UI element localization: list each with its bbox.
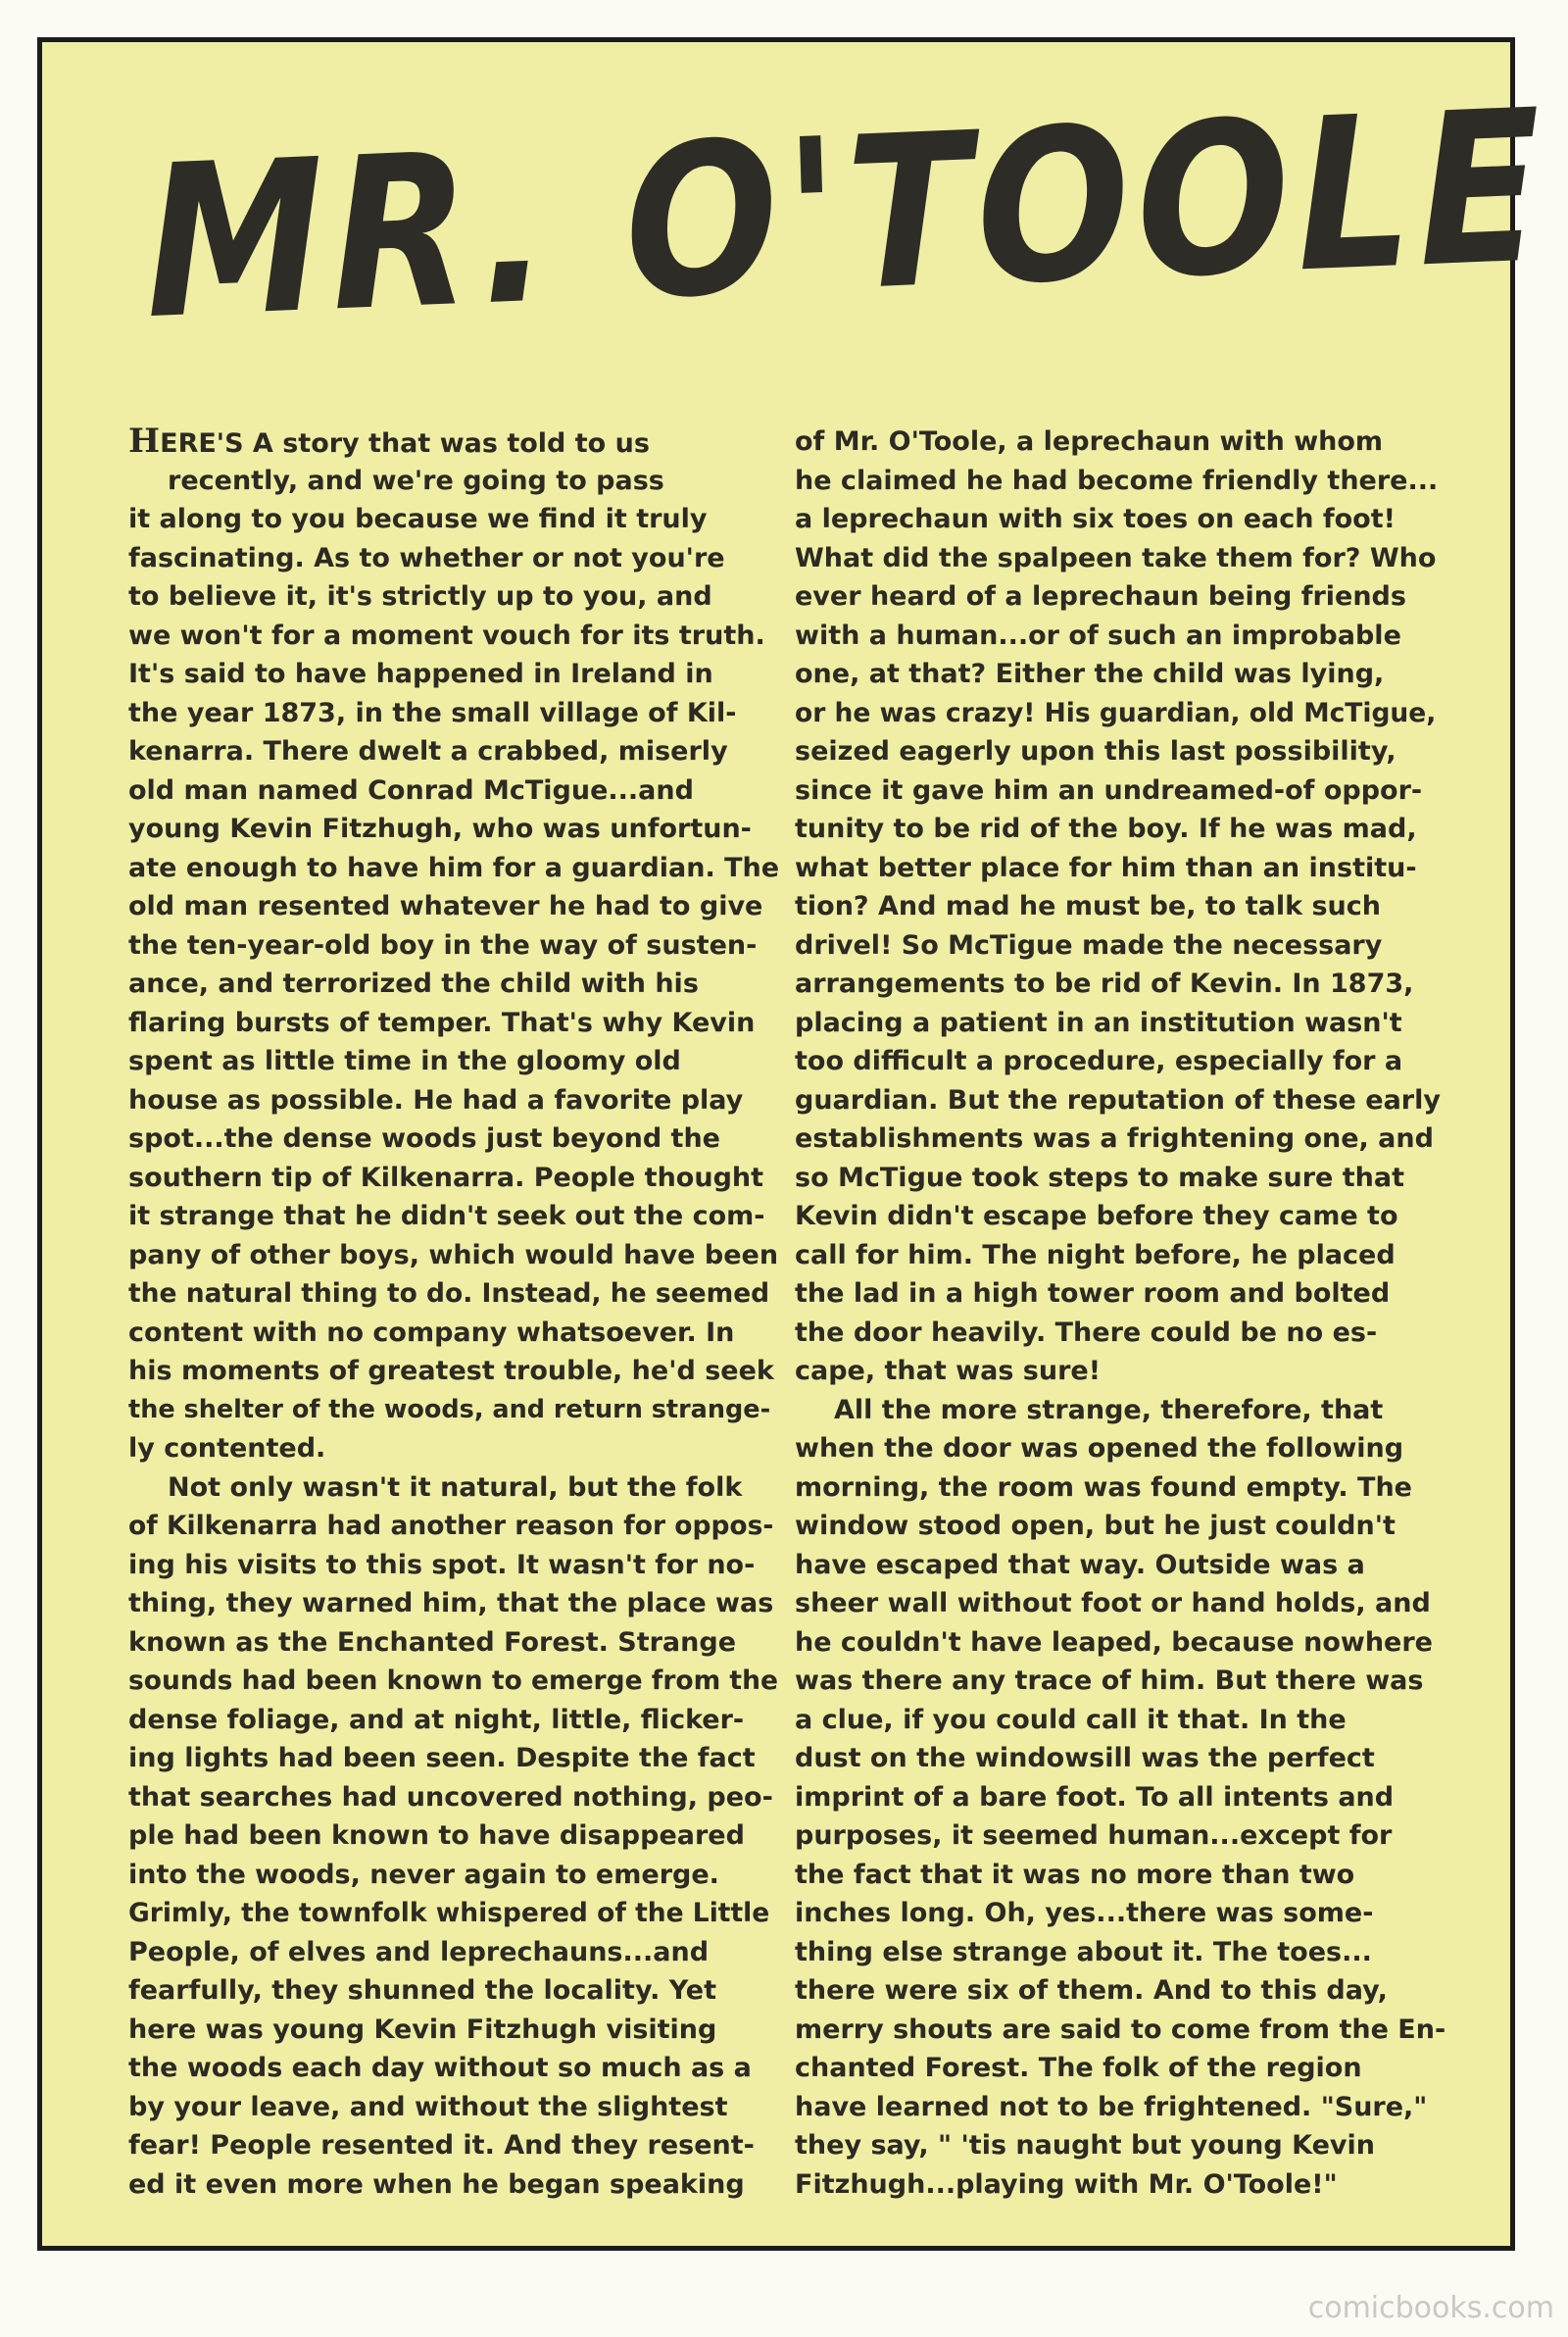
text-line: southern tip of Kilkenarra. People thought bbox=[128, 1162, 764, 1193]
story-title: MR. O'TOOLE bbox=[141, 65, 1552, 367]
text-line: ance, and terrorized the child with his bbox=[128, 969, 699, 999]
text-line: the ten-year-old boy in the way of susten- bbox=[128, 929, 758, 961]
text-line: thing else strange about it. The toes... bbox=[795, 1936, 1372, 1967]
text-line: ing his visits to this spot. It wasn't for no- bbox=[128, 1549, 756, 1580]
text-line: call for him. The night before, he placed bbox=[795, 1239, 1396, 1270]
text-line: fascinating. As to whether or not you're bbox=[128, 542, 725, 573]
text-line: tunity to be rid of the boy. If he was mad, bbox=[795, 814, 1417, 844]
text-line: fear! People resented it. And they resent- bbox=[128, 2130, 755, 2161]
text-line: Fitzhugh...playing with Mr. O'Toole!" bbox=[795, 2168, 1338, 2200]
text-line: here was young Kevin Fitzhugh visiting bbox=[128, 2014, 717, 2045]
text-line: was there any trace of him. But there was bbox=[795, 1666, 1424, 1696]
text-line: purposes, it seemed human...except for bbox=[795, 1820, 1393, 1851]
text-line: he claimed he had become friendly there... bbox=[795, 465, 1439, 496]
text-line: ple had been known to have disappeared bbox=[128, 1820, 745, 1851]
text-line: HERE'S A story that was told to us bbox=[128, 423, 650, 461]
text-line: they say, " 'tis naught but young Kevin bbox=[795, 2130, 1375, 2161]
right-text-column bbox=[795, 423, 1446, 2216]
text-line: dust on the windowsill was the perfect bbox=[795, 1743, 1375, 1773]
text-line: merry shouts are said to come from the En- bbox=[795, 2014, 1446, 2045]
text-line: All the more strange, therefore, that bbox=[834, 1394, 1384, 1425]
text-line: to believe it, it's strictly up to you, and bbox=[128, 581, 712, 612]
text-line: flaring bursts of temper. That's why Kevin bbox=[128, 1007, 756, 1038]
text-line: it along to you because we find it truly bbox=[128, 504, 708, 534]
text-line: the natural thing to do. Instead, he seemed bbox=[128, 1278, 770, 1309]
text-line: by your leave, and without the slightest bbox=[128, 2091, 728, 2122]
text-line: his moments of greatest trouble, he'd seek bbox=[128, 1356, 774, 1386]
text-line: have learned not to be frightened. "Sure," bbox=[795, 2091, 1428, 2122]
text-line: inches long. Oh, yes...there was some- bbox=[795, 1898, 1374, 1928]
text-line: with a human...or of such an improbable bbox=[795, 620, 1401, 651]
text-line: a leprechaun with six toes on each foot! bbox=[795, 504, 1396, 534]
text-line: into the woods, never again to emerge. bbox=[128, 1859, 719, 1890]
text-line: the fact that it was no more than two bbox=[795, 1859, 1355, 1890]
text-line: one, at that? Either the child was lying, bbox=[795, 659, 1385, 689]
text-line: young Kevin Fitzhugh, who was unfortun- bbox=[128, 814, 752, 844]
text-line: there were six of them. And to this day, bbox=[795, 1975, 1388, 2006]
text-line: spent as little time in the gloomy old bbox=[128, 1046, 681, 1076]
text-line: guardian. But the reputation of these early bbox=[795, 1084, 1441, 1116]
text-line: of Mr. O'Toole, a leprechaun with whom bbox=[795, 426, 1384, 457]
text-line: the year 1873, in the small village of Kil- bbox=[128, 697, 737, 728]
story-panel bbox=[37, 37, 1552, 2251]
text-line: It's said to have happened in Ireland in bbox=[128, 659, 713, 689]
text-line: imprint of a bare foot. To all intents and bbox=[795, 1781, 1395, 1813]
text-line: seized eagerly upon this last possibility, bbox=[795, 736, 1396, 767]
text-line: ly contented. bbox=[128, 1433, 326, 1464]
text-line: People, of elves and leprechauns...and bbox=[128, 1936, 710, 1967]
text-line: ate enough to have him for a guardian. The bbox=[128, 852, 780, 883]
text-line: the door heavily. There could be no es- bbox=[795, 1317, 1378, 1348]
text-line: thing, they warned him, that the place was bbox=[128, 1588, 774, 1618]
text-line: fearfully, they shunned the locality. Yet bbox=[128, 1975, 717, 2006]
text-line: Grimly, the townfolk whispered of the Little bbox=[128, 1898, 770, 1928]
text-line: ing lights had been seen. Despite the fact bbox=[128, 1743, 756, 1773]
text-line: What did the spalpeen take them for? Who bbox=[795, 542, 1437, 573]
text-line: recently, and we're going to pass bbox=[168, 465, 664, 496]
text-line: establishments was a frightening one, and bbox=[795, 1123, 1434, 1154]
text-line: he couldn't have leaped, because nowhere bbox=[795, 1626, 1433, 1658]
text-line: the shelter of the woods, and return strange- bbox=[128, 1394, 771, 1424]
text-line: house as possible. He had a favorite play bbox=[128, 1084, 744, 1116]
text-line: cape, that was sure! bbox=[795, 1356, 1102, 1386]
text-line: what better place for him than an institu- bbox=[795, 852, 1417, 883]
left-text-column bbox=[128, 423, 780, 2216]
text-line: chanted Forest. The folk of the region bbox=[795, 2053, 1362, 2083]
text-line: known as the Enchanted Forest. Strange bbox=[128, 1626, 737, 1658]
text-line: have escaped that way. Outside was a bbox=[795, 1549, 1365, 1580]
text-line: the lad in a high tower room and bolted bbox=[795, 1278, 1391, 1309]
text-line: ever heard of a leprechaun being friends bbox=[795, 581, 1406, 612]
text-line: arrangements to be rid of Kevin. In 1873, bbox=[795, 969, 1414, 999]
text-line: so McTigue took steps to make sure that bbox=[795, 1162, 1405, 1193]
site-watermark: comicbooks.com bbox=[1307, 2291, 1554, 2325]
text-line: we won't for a moment vouch for its truth. bbox=[128, 620, 765, 651]
text-line: the woods each day without so much as a bbox=[128, 2053, 752, 2083]
text-line: window stood open, but he just couldn't bbox=[795, 1511, 1396, 1541]
text-line: sheer wall without foot or hand holds, and bbox=[795, 1588, 1431, 1618]
text-line: kenarra. There dwelt a crabbed, miserly bbox=[128, 736, 728, 767]
text-line: sounds had been known to emerge from the bbox=[128, 1666, 778, 1696]
text-line: dense foliage, and at night, little, flicker- bbox=[128, 1704, 745, 1735]
text-line: old man named Conrad McTigue...and bbox=[128, 774, 694, 806]
text-line: tion? And mad he must be, to talk such bbox=[795, 891, 1381, 921]
text-line: placing a patient in an institution wasn't bbox=[795, 1007, 1402, 1038]
text-line: Not only wasn't it natural, but the folk bbox=[168, 1471, 743, 1503]
text-line: content with no company whatsoever. In bbox=[128, 1317, 735, 1348]
text-line: Kevin didn't escape before they came to bbox=[795, 1201, 1398, 1231]
text-line: ed it even more when he began speaking bbox=[128, 2168, 745, 2200]
text-line: of Kilkenarra had another reason for oppos- bbox=[128, 1511, 774, 1541]
text-line: morning, the room was found empty. The bbox=[795, 1471, 1412, 1503]
text-line: a clue, if you could call it that. In the bbox=[795, 1704, 1347, 1735]
text-line: pany of other boys, which would have been bbox=[128, 1239, 779, 1270]
text-line: old man resented whatever he had to give bbox=[128, 891, 763, 921]
text-line: drivel! So McTigue made the necessary bbox=[795, 929, 1383, 961]
text-line: or he was crazy! His guardian, old McTigue, bbox=[795, 697, 1437, 728]
text-line: it strange that he didn't seek out the com- bbox=[128, 1201, 765, 1231]
text-line: too difficult a procedure, especially for a bbox=[795, 1046, 1403, 1076]
text-line: since it gave him an undreamed-of oppor- bbox=[795, 774, 1423, 806]
text-line: when the door was opened the following bbox=[795, 1433, 1404, 1464]
text-line: spot...the dense woods just beyond the bbox=[128, 1123, 720, 1154]
text-line: that searches had uncovered nothing, peo- bbox=[128, 1781, 773, 1813]
